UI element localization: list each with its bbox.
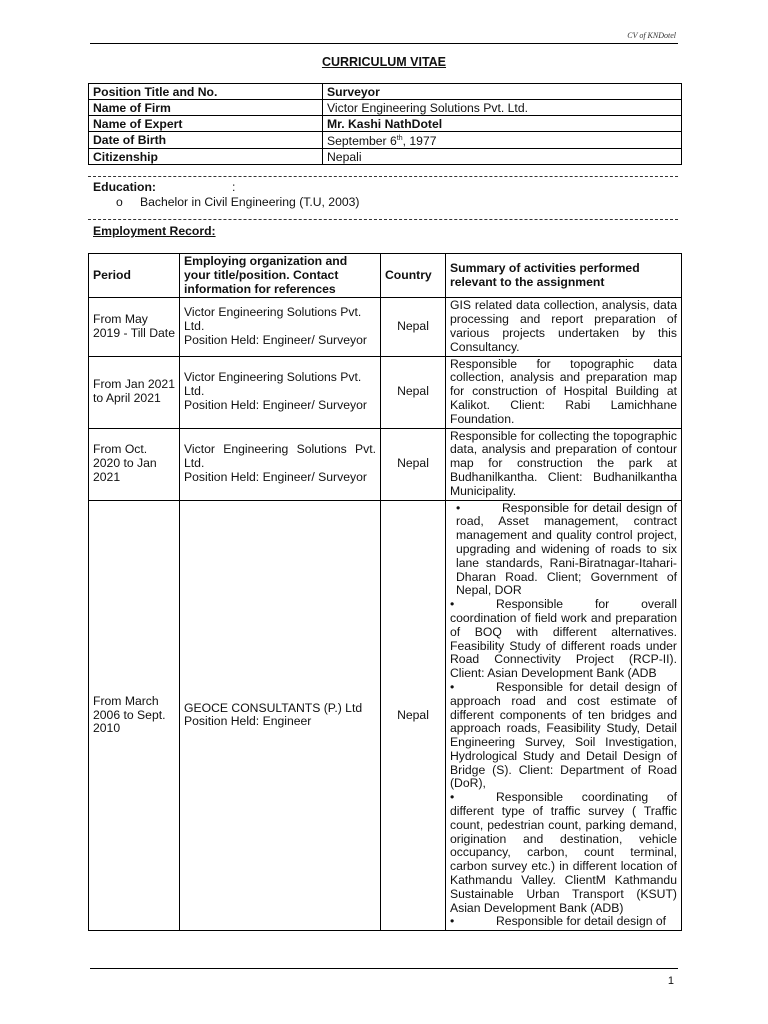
info-label: Name of Expert	[89, 116, 323, 132]
table-row	[89, 356, 682, 428]
summary-cell	[446, 500, 682, 931]
bullet-icon: •	[450, 679, 455, 694]
organization-name: GEOCE CONSULTANTS (P.) Ltd	[184, 700, 363, 715]
organization-cell	[180, 428, 381, 500]
bullet-icon: •	[450, 597, 455, 612]
dob-suffix: th	[396, 135, 403, 142]
organization-cell	[180, 356, 381, 428]
col-header-summary: Summary of activities performed relevant to the assignment	[446, 254, 682, 298]
employment-heading: Employment Record:	[93, 224, 216, 238]
activity-item	[450, 598, 677, 681]
running-header: CV of KNDotel	[627, 31, 676, 40]
bullet-icon: •	[456, 500, 461, 515]
organization-name: Victor Engineering Solutions Pvt. Ltd.	[184, 370, 362, 399]
dob-year: , 1977	[402, 134, 437, 149]
summary-cell: Responsible for collecting the topographic data, analysis and preparation of contour map for construction the park at Budhanilkantha. Client: Budhanilkantha Municipality.	[446, 428, 682, 500]
employment-table	[88, 253, 682, 931]
activity-item	[450, 915, 677, 929]
info-label: Date of Birth	[89, 132, 323, 149]
activity-item	[450, 791, 677, 915]
table-row	[89, 298, 682, 356]
activity-item	[450, 502, 677, 599]
activity-text: Responsible for detail design of	[496, 914, 667, 929]
country-cell: Nepal	[381, 298, 446, 356]
summary-cell: Responsible for topographic data collection, analysis and preparation map for construction of Hospital Building at Kalikot. Client: Rabi Lamichhane Foundation.	[446, 356, 682, 428]
activity-item	[450, 681, 677, 791]
info-value: Mr. Kashi NathDotel	[323, 116, 682, 132]
document-title: CURRICULUM VITAE	[321, 55, 447, 69]
country-cell: Nepal	[381, 356, 446, 428]
dob-day: September 6	[327, 134, 397, 149]
position-held: Position Held: Engineer/ Surveyor	[184, 469, 367, 484]
col-header-period: Period	[89, 254, 180, 298]
activity-text: Responsible coordinating of different type of traffic survey ( Traffic count, pedestrian count, parking demand, origination and destination, vehicle occupancy, carbon, count terminal, carbon survey etc.) in different location of Kathmandu Valley. ClientM Kathmandu Sustainable Urban Transport (KSUT) Asian Development Bank (ADB)	[450, 790, 677, 915]
table-row	[89, 500, 682, 931]
activity-text: Responsible for detail design of approach road and cost estimate of different components of ten bridges and approach roads, Feasibility Study, Detail Engineering Survey, Soil Investigation, Hydrological Study and Detail Design of Bridge (S). Client: Department of Road (DoR),	[450, 679, 677, 791]
organization-cell	[180, 298, 381, 356]
country-cell: Nepal	[381, 428, 446, 500]
period-cell: From Jan 2021 to April 2021	[89, 356, 180, 428]
position-held: Position Held: Engineer	[184, 714, 312, 729]
activity-text: Responsible for detail design of road, Asset management, contract management and quality control project, upgrading and widening of roads to six lane standards, Rani-Biratnagar-Itahari-Dharan Road. Client; Government of Nepal, DOR	[456, 500, 677, 598]
period-cell: From Oct. 2020 to Jan 2021	[89, 428, 180, 500]
personal-info-table	[88, 83, 682, 165]
education-heading: Education:	[93, 180, 156, 194]
position-held: Position Held: Engineer/ Surveyor	[184, 397, 367, 412]
info-label: Name of Firm	[89, 100, 323, 116]
info-row	[89, 149, 682, 165]
header-rule	[90, 43, 678, 44]
info-label: Position Title and No.	[89, 84, 323, 100]
position-held: Position Held: Engineer/ Surveyor	[184, 332, 367, 347]
bullet-icon: o	[116, 195, 123, 209]
education-colon: :	[232, 180, 236, 194]
info-value: Nepali	[323, 149, 682, 165]
organization-name: Victor Engineering Solutions Pvt. Ltd.	[184, 305, 362, 334]
organization-cell	[180, 500, 381, 931]
table-row	[89, 428, 682, 500]
col-header-organization: Employing organization and your title/position. Contact information for references	[180, 254, 381, 298]
info-value: Victor Engineering Solutions Pvt. Ltd.	[323, 100, 682, 116]
bullet-icon: •	[450, 790, 455, 805]
section-divider	[88, 176, 678, 177]
col-header-country: Country	[381, 254, 446, 298]
info-row	[89, 116, 682, 132]
info-row	[89, 132, 682, 149]
info-row	[89, 84, 682, 100]
country-cell: Nepal	[381, 500, 446, 931]
info-value: Surveyor	[323, 84, 682, 100]
period-cell: From March 2006 to Sept. 2010	[89, 500, 180, 931]
info-label: Citizenship	[89, 149, 323, 165]
bullet-icon: •	[450, 914, 455, 929]
footer-rule	[90, 968, 678, 969]
employment-header-row	[89, 254, 682, 298]
section-divider	[88, 219, 678, 220]
summary-cell: GIS related data collection, analysis, data processing and report preparation of various projects undertaken by this Consultancy.	[446, 298, 682, 356]
info-value	[323, 132, 682, 149]
organization-name: Victor Engineering Solutions Pvt. Ltd.	[184, 442, 376, 471]
info-row	[89, 100, 682, 116]
period-cell: From May 2019 - Till Date	[89, 298, 180, 356]
education-item: Bachelor in Civil Engineering (T.U, 2003)	[140, 195, 360, 209]
activity-text: Responsible for overall coordination of field work and preparation of BOQ with different alternatives. Feasibility Study of different roads under Road Connectivity Project (RCP-II). Client: Asian Development Bank (ADB	[450, 597, 677, 681]
page-number: 1	[667, 975, 674, 987]
